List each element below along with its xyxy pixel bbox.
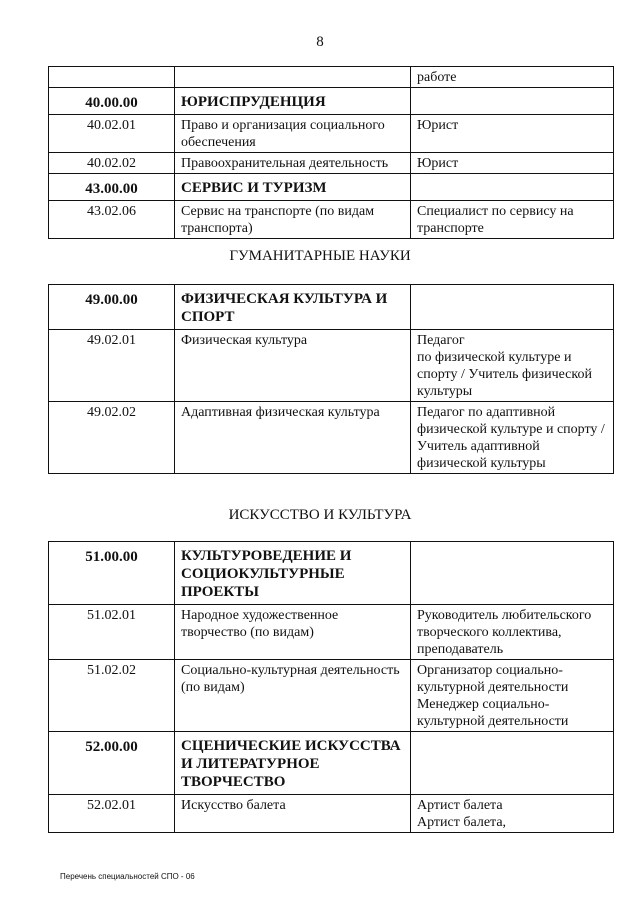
specialty-table-humanities (48, 284, 614, 474)
specialty-code-cell (49, 542, 175, 605)
specialty-name: Социально-культурная деятельность (по видам) (181, 663, 400, 695)
qualification-cell (411, 542, 614, 605)
specialty-name-cell (175, 115, 411, 153)
specialty-code-cell (49, 660, 175, 732)
specialty-name: Искусство балета (181, 798, 286, 813)
specialty-row (49, 201, 614, 239)
specialty-name-cell (175, 330, 411, 402)
page-number: 8 (316, 34, 324, 50)
specialty-row (49, 402, 614, 474)
qualification: Юрист (417, 118, 459, 133)
specialty-code-cell (49, 67, 175, 88)
specialty-name-cell (175, 153, 411, 174)
qualification-cell (411, 115, 614, 153)
specialty-row (49, 330, 614, 402)
specialty-code-cell (49, 174, 175, 201)
qualification-cell (411, 330, 614, 402)
specialty-name-cell (175, 402, 411, 474)
specialty-name-cell (175, 67, 411, 88)
qualification-cell (411, 732, 614, 795)
specialty-name-cell (175, 201, 411, 239)
specialty-row (49, 67, 614, 88)
specialty-name-cell (175, 88, 411, 115)
specialty-code: 40.00.00 (85, 95, 138, 111)
specialty-code-cell (49, 795, 175, 833)
specialty-code: 49.00.00 (85, 292, 138, 308)
specialty-code: 40.02.01 (87, 118, 136, 133)
specialty-name-cell (175, 174, 411, 201)
qualification: работе (417, 70, 457, 85)
document-footer: Перечень специальностей СПО - 06 (60, 872, 195, 881)
specialty-code: 49.02.01 (87, 333, 136, 348)
specialty-name-cell (175, 732, 411, 795)
specialty-name: Право и организация социального обеспечения (181, 118, 385, 150)
specialty-code-cell (49, 115, 175, 153)
specialty-code: 43.02.06 (87, 204, 136, 219)
specialty-name-cell (175, 660, 411, 732)
qualification-cell (411, 605, 614, 660)
qualification-cell (411, 88, 614, 115)
specialty-code: 51.00.00 (85, 549, 138, 565)
specialty-table-continued (48, 66, 614, 239)
qualification: Артист балета Артист балета, (417, 798, 507, 830)
qualification: Педагог по адаптивной физической культуре и спорту / Учитель адаптивной физической культуры (417, 405, 605, 471)
specialty-code-cell (49, 402, 175, 474)
specialty-name: СЕРВИС И ТУРИЗМ (181, 180, 327, 196)
specialty-name: ЮРИСПРУДЕНЦИЯ (181, 94, 326, 110)
qualification-cell (411, 402, 614, 474)
group-row (49, 542, 614, 605)
qualification-cell (411, 660, 614, 732)
specialty-name: Сервис на транспорте (по видам транспорта) (181, 204, 375, 236)
specialty-code-cell (49, 605, 175, 660)
group-row (49, 88, 614, 115)
specialty-name: КУЛЬТУРОВЕДЕНИЕ И СОЦИОКУЛЬТУРНЫЕ ПРОЕКТЫ (181, 548, 352, 600)
specialty-code: 40.02.02 (87, 156, 136, 171)
qualification: Руководитель любительского творческого коллектива, преподаватель (417, 608, 592, 657)
qualification: Юрист (417, 156, 459, 171)
specialty-code-cell (49, 153, 175, 174)
specialty-name: СЦЕНИЧЕСКИЕ ИСКУССТВА И ЛИТЕРАТУРНОЕ ТВОРЧЕСТВО (181, 738, 401, 790)
qualification: Специалист по сервису на транспорте (417, 204, 574, 236)
qualification-cell (411, 67, 614, 88)
section-title-humanities: ГУМАНИТАРНЫЕ НАУКИ (229, 248, 411, 264)
specialty-code: 49.02.02 (87, 405, 136, 420)
qualification-cell (411, 795, 614, 833)
specialty-name: Физическая культура (181, 333, 308, 348)
section-title-arts: ИСКУССТВО И КУЛЬТУРА (228, 507, 412, 523)
specialty-code-cell (49, 732, 175, 795)
specialty-code: 52.02.01 (87, 798, 136, 813)
qualification-cell (411, 174, 614, 201)
specialty-row (49, 605, 614, 660)
specialty-row (49, 153, 614, 174)
specialty-code: 43.00.00 (85, 181, 138, 197)
specialty-name: ФИЗИЧЕСКАЯ КУЛЬТУРА И СПОРТ (181, 291, 388, 325)
specialty-row (49, 660, 614, 732)
specialty-row (49, 795, 614, 833)
qualification-cell (411, 153, 614, 174)
specialty-code-cell (49, 88, 175, 115)
specialty-name-cell (175, 285, 411, 330)
group-row (49, 285, 614, 330)
specialty-code-cell (49, 330, 175, 402)
qualification: Педагог по физической культуре и спорту / Учитель физической культуры (417, 333, 592, 399)
specialty-name-cell (175, 605, 411, 660)
specialty-code: 52.00.00 (85, 739, 138, 755)
specialty-table-arts (48, 541, 614, 833)
specialty-name-cell (175, 795, 411, 833)
qualification-cell (411, 285, 614, 330)
qualification-cell (411, 201, 614, 239)
specialty-name: Адаптивная физическая культура (181, 405, 380, 420)
specialty-code: 51.02.01 (87, 608, 136, 623)
specialty-code-cell (49, 285, 175, 330)
specialty-name: Народное художественное творчество (по видам) (181, 608, 339, 640)
group-row (49, 732, 614, 795)
group-row (49, 174, 614, 201)
specialty-code-cell (49, 201, 175, 239)
specialty-name: Правоохранительная деятельность (181, 156, 389, 171)
specialty-name-cell (175, 542, 411, 605)
specialty-row (49, 115, 614, 153)
qualification: Организатор социально-культурной деятельности Менеджер социально-культурной деятельности (417, 663, 569, 729)
specialty-code: 51.02.02 (87, 663, 136, 678)
